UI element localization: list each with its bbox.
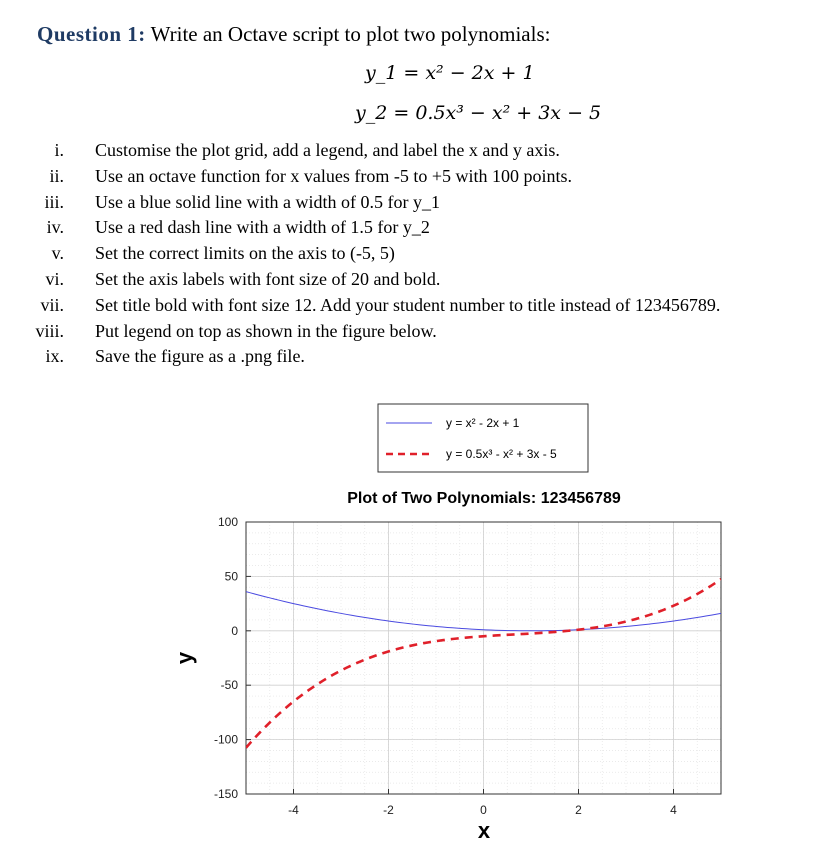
list-item-number: v. <box>51 243 64 263</box>
list-item-number: ix. <box>45 346 64 366</box>
x-tick-label: 2 <box>575 803 582 817</box>
y-tick-label: -150 <box>213 787 238 801</box>
x-tick-label: 0 <box>480 803 487 817</box>
legend-label-y2: y = 0.5x³ - x² + 3x - 5 <box>446 447 557 461</box>
list-item-text: Customise the plot grid, add a legend, and label the x and y axis. <box>95 140 560 160</box>
question-text: Write an Octave script to plot two polynomials: <box>150 22 551 46</box>
list-item-text: Use a red dash line with a width of 1.5 for y_2 <box>95 217 430 237</box>
x-tick-label: -4 <box>288 803 299 817</box>
list-item-number: iv. <box>46 217 64 237</box>
question-label: Question 1: <box>37 22 146 46</box>
x-tick-label: 4 <box>670 803 677 817</box>
list-item-number: i. <box>54 140 64 160</box>
list-item-number: iii. <box>44 192 64 212</box>
y-tick-label: 100 <box>217 515 238 529</box>
list-item-number: vi. <box>45 269 64 289</box>
y-tick-label: 0 <box>231 623 238 638</box>
equation-y2-rhs: 0.5x³ − x² + 3x − 5 <box>415 102 602 124</box>
equation-y1-rhs: x² − 2x + 1 <box>425 62 535 84</box>
list-item-text: Save the figure as a .png file. <box>95 346 305 366</box>
legend-label-y1: y = x² - 2x + 1 <box>446 416 520 430</box>
equation-y2-lhs: y_2 = <box>355 102 410 124</box>
list-item-number: ii. <box>49 166 64 186</box>
list-item-text: Set the axis labels with font size of 20 and bold. <box>95 269 441 289</box>
list-item-number: viii. <box>35 321 64 341</box>
legend-box <box>378 404 588 472</box>
list-item-number: vii. <box>40 295 64 315</box>
chart-title: Plot of Two Polynomials: 123456789 <box>347 490 621 507</box>
chart-grid <box>246 522 721 794</box>
list-item-text: Set the correct limits on the axis to (-5, 5) <box>95 243 395 263</box>
equation-y1-lhs: y_1 = <box>365 62 420 84</box>
x-tick-label: -2 <box>383 803 394 817</box>
y-tick-label: -100 <box>213 732 238 747</box>
y-tick-label: -50 <box>220 678 238 693</box>
list-item-text: Set title bold with font size 12. Add your student number to title instead of 123456789. <box>95 295 721 315</box>
y-tick-label: 50 <box>224 569 238 584</box>
list-item-text: Use a blue solid line with a width of 0.5 for y_1 <box>95 192 440 212</box>
list-item-text: Put legend on top as shown in the figure below. <box>95 321 437 341</box>
y-axis-label: y <box>172 651 197 665</box>
chart-legend <box>378 404 588 472</box>
chart-ticks <box>214 515 677 817</box>
x-axis-label: x <box>477 818 491 842</box>
list-item-text: Use an octave function for x values from -5 to +5 with 100 points. <box>95 166 573 186</box>
